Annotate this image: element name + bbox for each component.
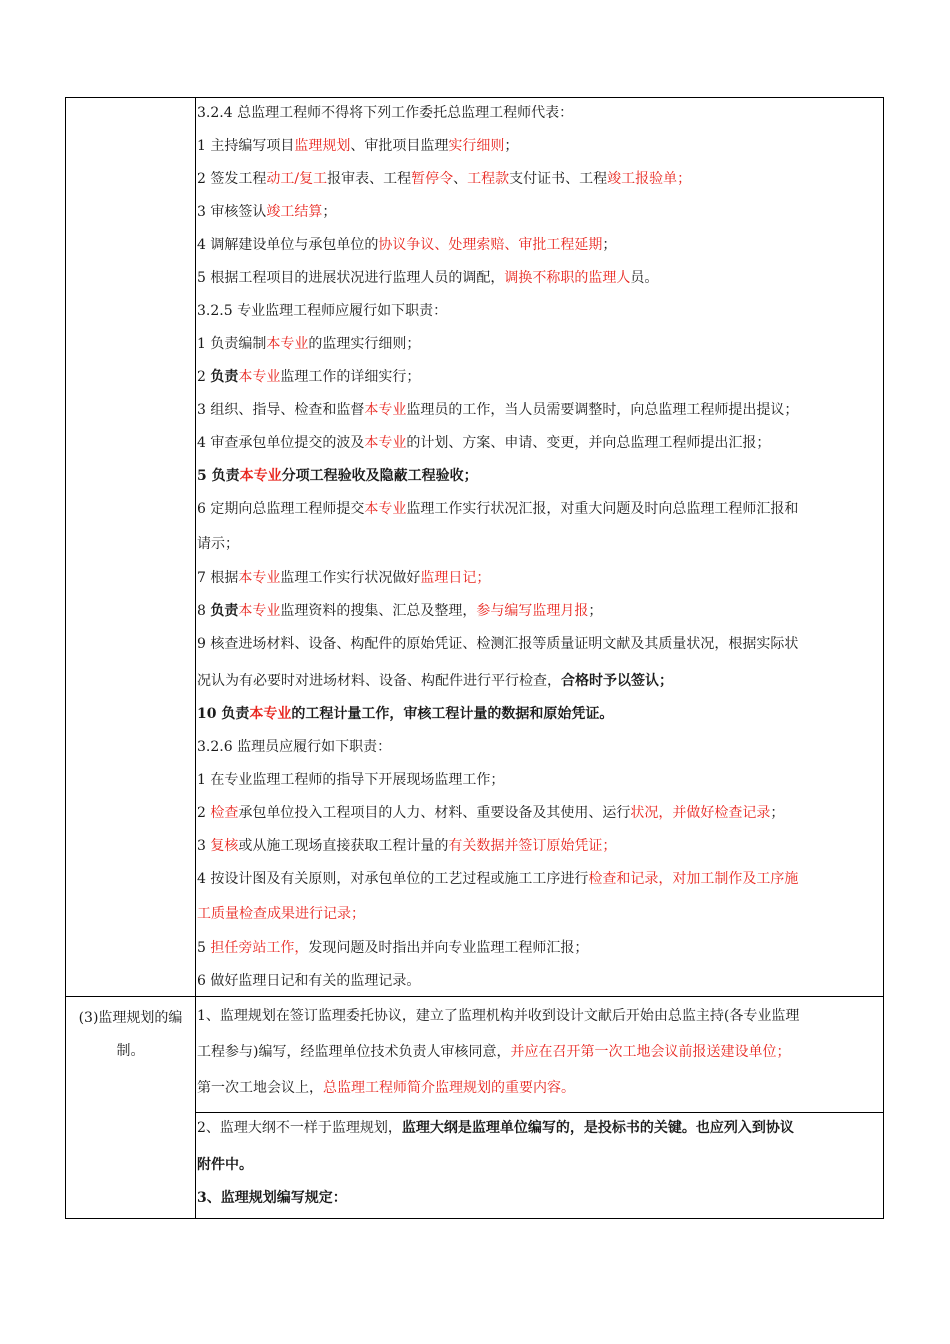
text-segment: 本专业 xyxy=(238,603,281,619)
text-segment: 3 组织、指导、检查和监督 xyxy=(197,402,365,418)
text-segment: ； xyxy=(504,138,519,154)
text-segment: 检查 xyxy=(210,805,239,821)
text-segment: 监理工作的详细实行； xyxy=(280,369,421,385)
duty-item xyxy=(197,367,420,387)
text-segment: 竣工报验单； xyxy=(607,171,692,187)
text-segment: 本专业 xyxy=(238,369,281,385)
text-segment: 监理资料的搜集、汇总及整理， xyxy=(280,603,477,619)
document-table xyxy=(65,97,884,1219)
text-segment: 担任旁站工作， xyxy=(210,940,309,956)
text-segment: 检查和记录，对加工制作及工序施 xyxy=(588,871,799,887)
text-segment: 总监理工程师简介监理规划的重要内容。 xyxy=(323,1080,575,1096)
text-segment: 4 按设计图及有关原则，对承包单位的工艺过程或施工工序进行 xyxy=(197,871,589,887)
row-label-plan-compilation xyxy=(70,1002,191,1068)
section-title-3-2-6: 3.2.6 监理员应履行如下职责： xyxy=(197,739,392,755)
text-segment: 或从施工现场直接获取工程计量的 xyxy=(238,838,449,854)
row-label-line: 制。 xyxy=(116,1043,145,1059)
text-segment: ； xyxy=(602,237,617,253)
text-segment: 监理规划 xyxy=(294,138,351,154)
row-label-line: (3)监理规划的编 xyxy=(78,1010,183,1026)
text-segment: 参与编写监理月报 xyxy=(476,603,589,619)
text-segment: 4 审查承包单位提交的波及 xyxy=(197,435,365,451)
text-segment: ； xyxy=(322,204,337,220)
text-segment: 监理工作实行状况做好 xyxy=(280,570,421,586)
text-segment: 分项工程验收及隐蔽工程验收； xyxy=(281,468,478,484)
text-segment: 负责 xyxy=(210,603,239,619)
text-segment: ； xyxy=(588,603,603,619)
text-segment: 本专业 xyxy=(364,435,407,451)
text-segment: 实行细则 xyxy=(448,138,505,154)
duty-item xyxy=(197,268,658,288)
text-segment: 承包单位投入工程项目的人力、材料、重要设备及其使用、运行 xyxy=(238,805,631,821)
outline-paragraph-line xyxy=(197,1118,794,1138)
text-segment: 3、监理规划编写规定： xyxy=(197,1190,347,1206)
duty-item xyxy=(197,601,602,621)
text-segment: 2、监理大纲不一样于监理规划， xyxy=(197,1120,402,1136)
text-segment: 协议争议、处理索赔、审批工程延期 xyxy=(378,237,603,253)
duty-item xyxy=(197,938,588,958)
duty-item xyxy=(197,400,798,420)
text-segment: 员。 xyxy=(630,270,659,286)
text-segment: 本专业 xyxy=(266,336,309,352)
text-segment: 竣工结算 xyxy=(266,204,323,220)
text-segment: 监理员的工作，当人员需要调整时，向总监理工程师提出提议； xyxy=(406,402,799,418)
text-segment: 2 xyxy=(197,369,211,385)
duty-item xyxy=(197,634,798,654)
outline-paragraph-line xyxy=(197,1155,253,1175)
text-segment: 、 xyxy=(453,171,468,187)
text-segment: 2 签发工程 xyxy=(197,171,267,187)
text-segment: 8 xyxy=(197,603,211,619)
text-segment: 并应在召开第一次工地会议前报送建设单位； xyxy=(510,1044,791,1060)
text-segment: 合格时予以签认； xyxy=(561,673,673,689)
text-segment: 负责 xyxy=(210,369,239,385)
duty-item xyxy=(197,235,616,255)
text-segment: 工程款 xyxy=(467,171,510,187)
text-segment: 复核 xyxy=(210,838,239,854)
text-segment: 6 定期向总监理工程师提交 xyxy=(197,501,365,517)
text-segment: 4 调解建设单位与承包单位的 xyxy=(197,237,379,253)
text-segment: 5 负责 xyxy=(197,468,240,484)
text-segment: 的计划、方案、申请、变更，并向总监理工程师提出汇报； xyxy=(406,435,771,451)
text-segment: 有关数据并签订原始凭证； xyxy=(448,838,617,854)
duty-item xyxy=(197,971,420,991)
text-segment: 2 xyxy=(197,805,211,821)
text-segment: 9 核查进场材料、设备、构配件的原始凭证、检测汇报等质量证明文献及其质量状况，根据实际状 xyxy=(197,636,799,652)
duty-item xyxy=(197,169,691,189)
duty-item xyxy=(197,803,784,823)
text-segment: 请示； xyxy=(197,536,239,552)
text-segment: 支付证书、工程 xyxy=(509,171,608,187)
text-segment: 工程参与)编写，经监理单位技术负责人审核同意， xyxy=(197,1044,511,1060)
text-segment: 、审批项目监理 xyxy=(350,138,449,154)
row-divider xyxy=(66,996,883,997)
text-segment: 1 在专业监理工程师的指导下开展现场监理工作； xyxy=(197,772,505,788)
text-segment: 7 根据 xyxy=(197,570,239,586)
text-segment: 监理大纲是监理单位编写的，是投标书的关键。也应列入到协议 xyxy=(401,1120,794,1136)
duty-item xyxy=(197,836,616,856)
section-title-3-2-4: 3.2.4 总监理工程师不得将下列工作委托总监理工程师代表： xyxy=(197,105,574,121)
requirements-heading xyxy=(197,1188,347,1208)
duty-item xyxy=(197,466,478,486)
text-segment: 本专业 xyxy=(364,501,407,517)
text-segment: 10 负责 xyxy=(197,706,250,722)
text-segment: 1 主持编写项目 xyxy=(197,138,295,154)
text-segment: 报审表、工程 xyxy=(327,171,412,187)
duty-item xyxy=(197,136,518,156)
column-divider xyxy=(195,98,196,1218)
text-segment: 附件中。 xyxy=(197,1157,253,1173)
text-segment: 本专业 xyxy=(364,402,407,418)
text-segment: 的监理实行细则； xyxy=(308,336,421,352)
text-segment: ； xyxy=(770,805,785,821)
section-title-3-2-5: 3.2.5 专业监理工程师应履行如下职责： xyxy=(197,303,448,319)
text-segment: 5 xyxy=(197,940,211,956)
text-segment: 本专业 xyxy=(238,570,281,586)
text-segment: 3 xyxy=(197,838,211,854)
plan-paragraph-line xyxy=(197,1078,575,1098)
duty-item xyxy=(197,433,770,453)
text-segment: 况认为有必要时对进场材料、设备、构配件进行平行检查， xyxy=(197,673,561,689)
text-segment: 状况，并做好检查记录 xyxy=(630,805,771,821)
text-segment: 工质量检查成果进行记录； xyxy=(197,906,365,922)
plan-paragraph-line xyxy=(197,1042,790,1062)
duty-item xyxy=(197,770,504,790)
text-segment: 6 做好监理日记和有关的监理记录。 xyxy=(197,973,421,989)
text-segment: 的工程计量工作，审核工程计量的数据和原始凭证。 xyxy=(291,706,614,722)
duty-item xyxy=(197,499,798,519)
duty-item xyxy=(197,202,336,222)
duty-item xyxy=(197,869,798,889)
text-segment: 本专业 xyxy=(249,706,292,722)
plan-paragraph-line xyxy=(197,1006,799,1026)
duty-item xyxy=(197,704,613,724)
duty-item-continued xyxy=(197,534,239,554)
text-segment: 动工/复工 xyxy=(266,171,328,187)
duty-item-continued xyxy=(197,904,365,924)
text-segment: 暂停令 xyxy=(411,171,454,187)
text-segment: 3 审核签认 xyxy=(197,204,267,220)
text-segment: 本专业 xyxy=(239,468,282,484)
text-segment: 调换不称职的监理人 xyxy=(504,270,631,286)
text-segment: 监理日记； xyxy=(420,570,491,586)
text-segment: 1、监理规划在签订监理委托协议，建立了监理机构并收到设计文献后开始由总监主持(各专业监理 xyxy=(197,1008,800,1024)
duty-item xyxy=(197,334,420,354)
text-segment: 监理工作实行状况汇报，对重大问题及时向总监理工程师汇报和 xyxy=(406,501,799,517)
row-divider xyxy=(195,1112,883,1113)
text-segment: 第一次工地会议上， xyxy=(197,1080,323,1096)
duty-item-continued xyxy=(197,671,673,691)
text-segment: 5 根据工程项目的进展状况进行监理人员的调配， xyxy=(197,270,505,286)
text-segment: 1 负责编制 xyxy=(197,336,267,352)
duty-item xyxy=(197,568,490,588)
text-segment: 发现问题及时指出并向专业监理工程师汇报； xyxy=(308,940,589,956)
